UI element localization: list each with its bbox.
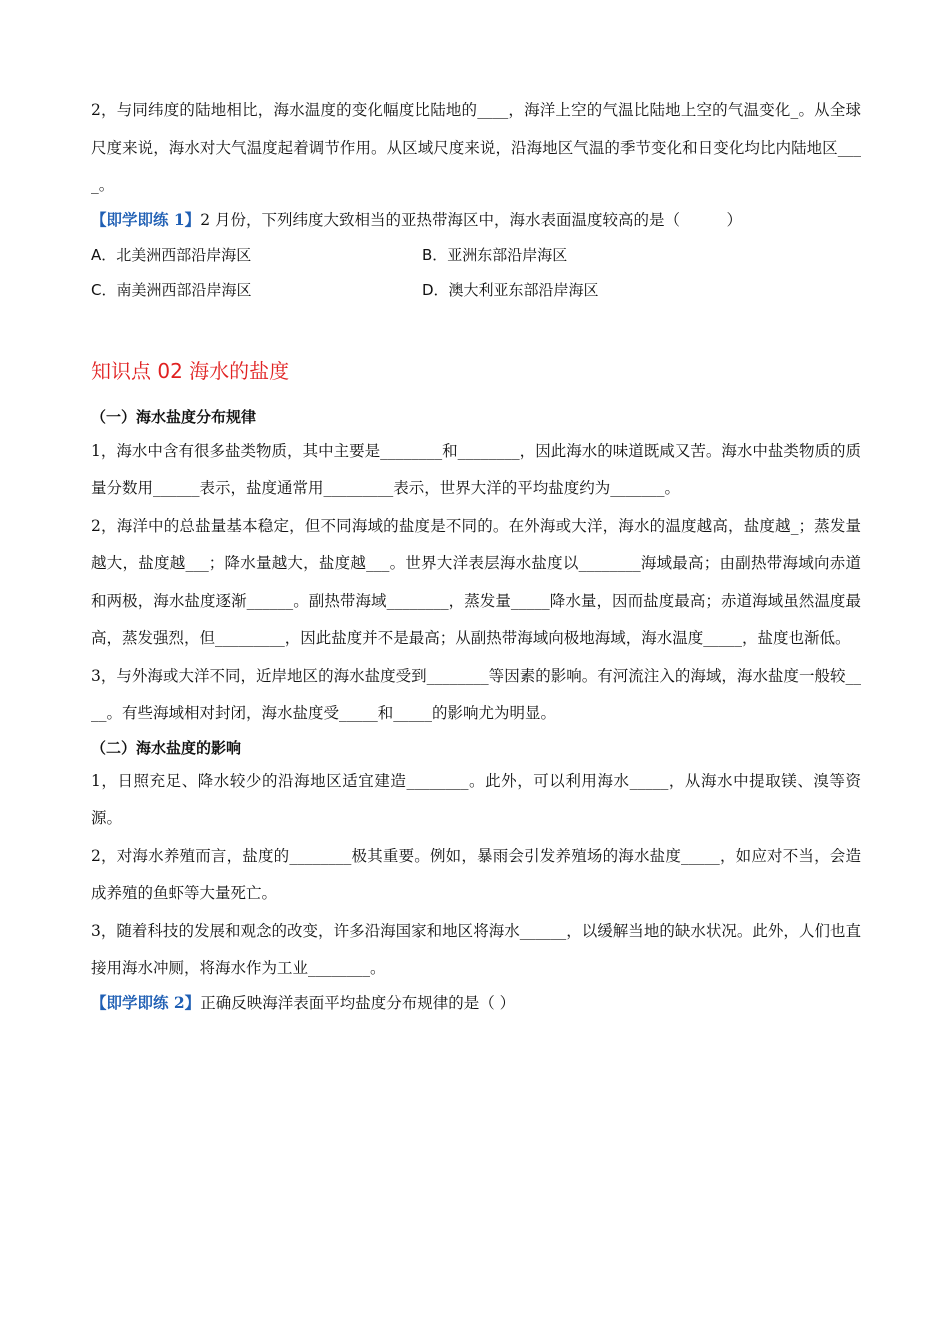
part2-paragraph-3: 3，随着科技的发展和观念的改变，许多沿海国家和地区将海水______，以缓解当地的缺水状况。此外，人们也直接用海水冲厕，将海水作为工业________。 <box>91 921 861 977</box>
part1-heading: （一）海水盐度分布规律 <box>91 407 257 426</box>
document-page <box>91 92 861 1018</box>
part1-paragraph-2: 2，海洋中的总盐量基本稳定，但不同海域的盐度是不同的。在外海或大洋，海水的温度越高，盐度越_；蒸发量越大，盐度越___；降水量越大，盐度越___。世界大洋表层海水盐度以________海域最高；由副热带海域向赤道和两极，海水盐度逐渐______。副热带海域________，蒸发量_____降水量，因而盐度最高；赤道海域虽然温度最高，蒸发强烈，但_________，因此盐度并不是最高；从副热带海域向极地海域，海水温度_____，盐度也渐低。 <box>91 516 861 647</box>
option-a[interactable]: A．北美洲西部沿岸海区 <box>91 245 252 264</box>
exercise-1-options <box>91 238 861 308</box>
part1-paragraph-3: 3，与外海或大洋不同，近岸地区的海水盐度受到________等因素的影响。有河流注入的海域，海水盐度一般较____。有些海域相对封闭，海水盐度受_____和_____的影响尤为明显。 <box>91 666 861 722</box>
exercise-1 <box>91 205 861 235</box>
part2-paragraph-2: 2，对海水养殖而言，盐度的________极其重要。例如，暴雨会引发养殖场的海水盐度_____，如应对不当，会造成养殖的鱼虾等大量死亡。 <box>91 846 861 902</box>
exercise-2 <box>91 988 861 1018</box>
exercise-2-tag: 【即学即练 2】 <box>91 992 201 1012</box>
part2-paragraph-1: 1，日照充足、降水较少的沿海地区适宜建造________。此外，可以利用海水_____，从海水中提取镁、溴等资源。 <box>91 771 861 827</box>
option-c[interactable]: C．南美洲西部沿岸海区 <box>91 280 252 299</box>
exercise-1-question: 2 月份，下列纬度大致相当的亚热带海区中，海水表面温度较高的是（ ） <box>200 210 742 229</box>
exercise-1-tag: 【即学即练 1】 <box>91 209 201 229</box>
part2-heading: （二）海水盐度的影响 <box>91 738 242 757</box>
option-b[interactable]: B．亚洲东部沿岸海区 <box>422 245 568 264</box>
option-d[interactable]: D．澳大利亚东部沿岸海区 <box>422 280 599 299</box>
exercise-2-question: 正确反映海洋表面平均盐度分布规律的是（ ） <box>200 993 516 1012</box>
part1-paragraph-1: 1，海水中含有很多盐类物质，其中主要是________和________，因此海水的味道既咸又苦。海水中盐类物质的质量分数用______表示，盐度通常用_________表示，世界大洋的平均盐度约为_______。 <box>91 441 861 497</box>
intro-paragraph: 2，与同纬度的陆地相比，海水温度的变化幅度比陆地的____，海洋上空的气温比陆地上空的气温变化_。从全球尺度来说，海水对大气温度起着调节作用。从区域尺度来说，沿海地区气温的季节变化和日变化均比内陆地区____。 <box>91 101 861 194</box>
section-title: 知识点 02 海水的盐度 <box>91 358 290 383</box>
